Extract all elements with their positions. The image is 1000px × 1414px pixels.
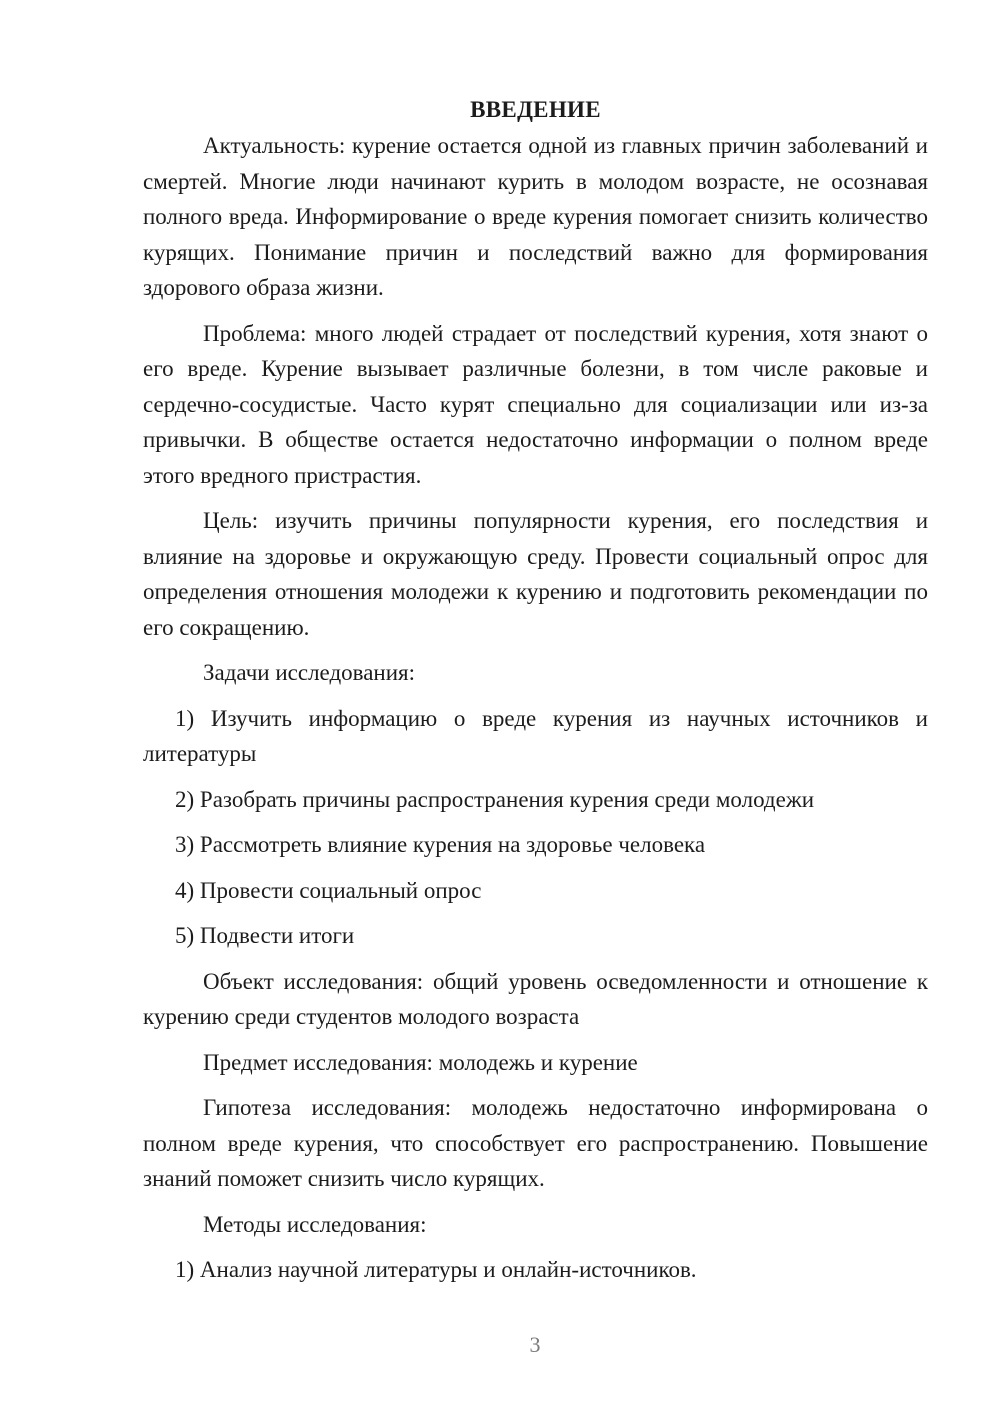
paragraph-problem: Проблема: много людей страдает от последствий курения, хотя знают о его вреде. Курение вызывает различные болезни, в том числе раковые и сердечно-сосудистые. Часто курят специально для социализации или из-за привычки. В обществе остается недостаточно информации о полном вреде этого вредного пристрастия. [143,320,928,488]
list-item: 5) Подвести итоги [175,923,355,948]
list-item: 3) Рассмотреть влияние курения на здоровье человека [175,832,706,857]
list-item: 2) Разобрать причины распространения курения среди молодежи [175,786,815,812]
page-title: ВВЕДЕНИЕ [470,97,601,122]
paragraph-relevance: Актуальность: курение остается одной из главных причин заболеваний и смертей. Многие люди начинают курить в молодом возрасте, не осознавая полного вреда. Информирование о вреде курения помогает снизить количество курящих. Понимание причин и последствий важно для формирования здорового образа жизни. [143,133,928,300]
methods-heading: Методы исследования: [203,1211,427,1237]
list-item: 4) Провести социальный опрос [175,877,482,903]
tasks-list [143,701,928,954]
methods-list [143,1252,928,1288]
list-item: 1) Анализ научной литературы и онлайн-источников. [175,1257,697,1282]
paragraph-object: Объект исследования: общий уровень осведомленности и отношение к курению среди студентов молодого возраста [143,968,928,1029]
page-number: 3 [529,1332,541,1357]
paragraph-subject: Предмет исследования: молодежь и курение [203,1049,638,1075]
paragraph-goal: Цель: изучить причины популярности курения, его последствия и влияние на здоровье и окружающую среду. Провести социальный опрос для определения отношения молодежи к курению и подготовить рекомендации по его сокращению. [143,508,928,640]
list-item: 1) Изучить информацию о вреде курения из научных источников и литературы [143,705,928,766]
document-page [143,92,928,1298]
paragraph-hypothesis: Гипотеза исследования: молодежь недостаточно информирована о полном вреде курения, что способствует его распространению. Повышение знаний поможет снизить число курящих. [143,1095,928,1191]
tasks-heading: Задачи исследования: [203,660,416,685]
